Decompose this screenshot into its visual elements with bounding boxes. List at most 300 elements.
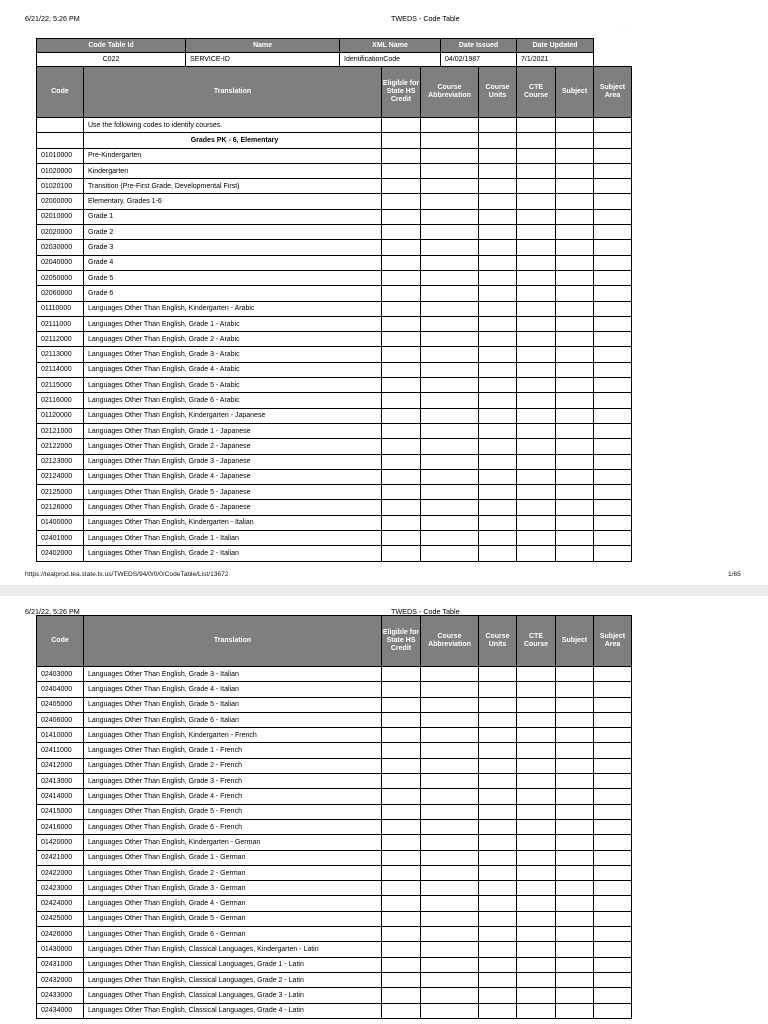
table-row	[37, 819, 632, 834]
empty-cell	[517, 393, 556, 408]
col-course-abbreviation: Course Abbreviation	[421, 616, 479, 667]
empty-cell	[556, 148, 594, 163]
empty-cell	[556, 423, 594, 438]
empty-cell	[421, 789, 479, 804]
row-code: 02402000	[37, 546, 84, 561]
empty-cell	[479, 194, 517, 209]
print-title: TWEDS - Code Table	[391, 14, 460, 23]
empty-cell	[594, 728, 632, 743]
col-course-units: Course Units	[479, 67, 517, 118]
empty-cell	[517, 148, 556, 163]
empty-cell	[421, 927, 479, 942]
row-code: 02122000	[37, 439, 84, 454]
table-row	[37, 774, 632, 789]
empty-cell	[517, 774, 556, 789]
col-subject: Subject	[556, 67, 594, 118]
empty-cell	[556, 789, 594, 804]
empty-cell	[479, 301, 517, 316]
empty-cell	[479, 728, 517, 743]
empty-cell	[382, 347, 421, 362]
empty-cell	[382, 758, 421, 773]
empty-cell	[382, 743, 421, 758]
empty-cell	[517, 743, 556, 758]
empty-cell	[556, 758, 594, 773]
empty-cell	[382, 393, 421, 408]
table-row	[37, 286, 632, 301]
table-row	[37, 531, 632, 546]
empty-cell	[556, 819, 594, 834]
table-row	[37, 408, 632, 423]
row-translation: Languages Other Than English, Grade 5 - Arabic	[84, 378, 382, 393]
empty-cell	[479, 163, 517, 178]
empty-cell	[421, 819, 479, 834]
empty-cell	[421, 240, 479, 255]
empty-cell	[594, 546, 632, 561]
empty-cell	[479, 835, 517, 850]
intro-text: Use the following codes to identify courses.	[84, 118, 382, 133]
empty-cell	[594, 531, 632, 546]
empty-cell	[594, 332, 632, 347]
row-translation: Grade 5	[84, 270, 382, 285]
row-code: 02040000	[37, 255, 84, 270]
print-datetime: 6/21/22, 5:26 PM	[25, 607, 80, 616]
empty-cell	[421, 485, 479, 500]
meta-xml-name: IdentificationCode	[340, 53, 441, 67]
meta-header-row	[37, 39, 632, 53]
empty-cell	[594, 865, 632, 880]
empty-cell	[556, 485, 594, 500]
empty-cell	[479, 515, 517, 530]
empty-cell	[517, 896, 556, 911]
row-translation: Languages Other Than English, Grade 1 - German	[84, 850, 382, 865]
empty-cell	[517, 697, 556, 712]
empty-cell	[594, 225, 632, 240]
empty-cell	[382, 774, 421, 789]
intro-code-cell	[37, 118, 84, 133]
row-translation: Languages Other Than English, Kindergarten - German	[84, 835, 382, 850]
meta-value-row	[37, 53, 632, 67]
col-subject-area: Subject Area	[594, 616, 632, 667]
empty-cell	[421, 118, 479, 133]
empty-cell	[517, 133, 556, 148]
row-translation: Languages Other Than English, Grade 4 - German	[84, 896, 382, 911]
empty-cell	[479, 500, 517, 515]
empty-cell	[382, 515, 421, 530]
empty-cell	[517, 500, 556, 515]
row-code: 02020000	[37, 225, 84, 240]
empty-cell	[479, 865, 517, 880]
empty-cell	[479, 531, 517, 546]
empty-cell	[479, 1003, 517, 1018]
empty-cell	[421, 439, 479, 454]
empty-cell	[517, 942, 556, 957]
empty-cell	[556, 728, 594, 743]
empty-cell	[594, 911, 632, 926]
row-translation: Languages Other Than English, Grade 2 - Arabic	[84, 332, 382, 347]
empty-cell	[479, 972, 517, 987]
empty-cell	[421, 179, 479, 194]
empty-cell	[594, 957, 632, 972]
empty-cell	[382, 667, 421, 682]
empty-cell	[594, 118, 632, 133]
empty-cell	[594, 408, 632, 423]
empty-cell	[382, 819, 421, 834]
empty-cell	[382, 942, 421, 957]
row-code: 02123000	[37, 454, 84, 469]
empty-cell	[594, 515, 632, 530]
empty-cell	[517, 408, 556, 423]
empty-cell	[382, 163, 421, 178]
table-row	[37, 469, 632, 484]
table-row	[37, 209, 632, 224]
empty-cell	[382, 378, 421, 393]
empty-cell	[479, 697, 517, 712]
empty-cell	[556, 393, 594, 408]
row-code: 02116000	[37, 393, 84, 408]
row-translation: Kindergarten	[84, 163, 382, 178]
row-translation: Languages Other Than English, Classical Languages, Grade 1 - Latin	[84, 957, 382, 972]
empty-cell	[556, 957, 594, 972]
empty-cell	[382, 423, 421, 438]
empty-cell	[556, 301, 594, 316]
col-code: Code	[37, 616, 84, 667]
empty-cell	[556, 865, 594, 880]
empty-cell	[421, 347, 479, 362]
table-row	[37, 194, 632, 209]
row-translation: Languages Other Than English, Grade 4 - Arabic	[84, 362, 382, 377]
empty-cell	[421, 957, 479, 972]
print-title: TWEDS - Code Table	[391, 607, 460, 616]
empty-cell	[382, 531, 421, 546]
empty-cell	[556, 804, 594, 819]
empty-cell	[382, 957, 421, 972]
page-number: 1/65	[728, 571, 741, 578]
empty-cell	[517, 163, 556, 178]
col-translation: Translation	[84, 67, 382, 118]
section-code-cell	[37, 133, 84, 148]
empty-cell	[382, 712, 421, 727]
row-translation: Grade 6	[84, 286, 382, 301]
table-row	[37, 240, 632, 255]
empty-cell	[594, 881, 632, 896]
meta-header-xml-name: XML Name	[340, 39, 441, 53]
empty-cell	[382, 988, 421, 1003]
empty-cell	[421, 500, 479, 515]
row-code: 02411000	[37, 743, 84, 758]
empty-cell	[421, 774, 479, 789]
col-course-abbreviation: Course Abbreviation	[421, 67, 479, 118]
empty-cell	[479, 881, 517, 896]
empty-cell	[556, 118, 594, 133]
empty-cell	[421, 546, 479, 561]
row-code: 02126000	[37, 500, 84, 515]
empty-cell	[556, 209, 594, 224]
empty-cell	[556, 972, 594, 987]
empty-cell	[421, 667, 479, 682]
row-translation: Languages Other Than English, Grade 5 - Italian	[84, 697, 382, 712]
empty-cell	[556, 896, 594, 911]
table-row	[37, 515, 632, 530]
empty-cell	[382, 789, 421, 804]
empty-cell	[382, 500, 421, 515]
empty-cell	[382, 225, 421, 240]
empty-cell	[479, 682, 517, 697]
empty-cell	[556, 163, 594, 178]
row-translation: Languages Other Than English, Grade 1 - Italian	[84, 531, 382, 546]
empty-cell	[421, 454, 479, 469]
empty-cell	[382, 408, 421, 423]
empty-cell	[594, 988, 632, 1003]
empty-cell	[556, 546, 594, 561]
empty-cell	[556, 439, 594, 454]
empty-cell	[517, 1003, 556, 1018]
empty-cell	[421, 531, 479, 546]
code-table-page-1	[36, 38, 632, 562]
table-row	[37, 485, 632, 500]
empty-cell	[517, 850, 556, 865]
empty-cell	[594, 423, 632, 438]
empty-cell	[594, 439, 632, 454]
col-cte-course: CTE Course	[517, 67, 556, 118]
table-row	[37, 789, 632, 804]
print-datetime: 6/21/22, 5:26 PM	[25, 14, 80, 23]
row-translation: Languages Other Than English, Grade 3 - Japanese	[84, 454, 382, 469]
row-code: 02050000	[37, 270, 84, 285]
col-translation: Translation	[84, 616, 382, 667]
empty-cell	[517, 316, 556, 331]
empty-cell	[421, 865, 479, 880]
empty-cell	[382, 301, 421, 316]
empty-cell	[479, 485, 517, 500]
row-code: 01400000	[37, 515, 84, 530]
empty-cell	[421, 896, 479, 911]
table-row	[37, 972, 632, 987]
empty-cell	[479, 316, 517, 331]
table-row	[37, 179, 632, 194]
empty-cell	[556, 988, 594, 1003]
empty-cell	[479, 743, 517, 758]
row-code: 02406000	[37, 712, 84, 727]
empty-cell	[479, 804, 517, 819]
empty-cell	[382, 865, 421, 880]
empty-cell	[517, 378, 556, 393]
empty-cell	[382, 835, 421, 850]
row-translation: Languages Other Than English, Grade 6 - Italian	[84, 712, 382, 727]
empty-cell	[594, 972, 632, 987]
empty-cell	[479, 546, 517, 561]
empty-cell	[556, 194, 594, 209]
empty-cell	[382, 881, 421, 896]
empty-cell	[479, 362, 517, 377]
row-code: 02401000	[37, 531, 84, 546]
empty-cell	[517, 194, 556, 209]
meta-code-table-id: C022	[37, 53, 186, 67]
empty-cell	[479, 378, 517, 393]
empty-cell	[382, 209, 421, 224]
row-code: 02113000	[37, 347, 84, 362]
empty-cell	[594, 454, 632, 469]
col-subject-area: Subject Area	[594, 67, 632, 118]
empty-cell	[382, 485, 421, 500]
empty-cell	[421, 362, 479, 377]
empty-cell	[517, 454, 556, 469]
empty-cell	[594, 286, 632, 301]
empty-cell	[421, 804, 479, 819]
row-code: 01430000	[37, 942, 84, 957]
table-row	[37, 347, 632, 362]
row-code: 02415000	[37, 804, 84, 819]
row-translation: Languages Other Than English, Grade 6 - Japanese	[84, 500, 382, 515]
table-row	[37, 865, 632, 880]
empty-cell	[556, 286, 594, 301]
table-row	[37, 255, 632, 270]
empty-cell	[421, 682, 479, 697]
empty-cell	[382, 316, 421, 331]
empty-cell	[421, 423, 479, 438]
empty-cell	[594, 270, 632, 285]
empty-cell	[594, 209, 632, 224]
empty-cell	[517, 988, 556, 1003]
empty-cell	[556, 942, 594, 957]
empty-cell	[479, 896, 517, 911]
empty-cell	[594, 835, 632, 850]
empty-cell	[479, 957, 517, 972]
empty-cell	[382, 179, 421, 194]
col-eligible: Eligible for State HS Credit	[382, 67, 421, 118]
empty-cell	[517, 347, 556, 362]
row-code: 01420000	[37, 835, 84, 850]
empty-cell	[594, 819, 632, 834]
row-translation: Languages Other Than English, Grade 2 - German	[84, 865, 382, 880]
empty-cell	[421, 133, 479, 148]
empty-cell	[556, 270, 594, 285]
row-translation: Grade 4	[84, 255, 382, 270]
row-code: 02112000	[37, 332, 84, 347]
empty-cell	[421, 286, 479, 301]
empty-cell	[479, 850, 517, 865]
row-translation: Languages Other Than English, Classical Languages, Grade 2 - Latin	[84, 972, 382, 987]
col-course-units: Course Units	[479, 616, 517, 667]
empty-cell	[421, 270, 479, 285]
empty-cell	[594, 194, 632, 209]
row-translation: Languages Other Than English, Grade 4 - Japanese	[84, 469, 382, 484]
empty-cell	[421, 209, 479, 224]
empty-cell	[517, 927, 556, 942]
empty-cell	[594, 712, 632, 727]
row-code: 02114000	[37, 362, 84, 377]
empty-cell	[594, 163, 632, 178]
empty-cell	[479, 667, 517, 682]
row-translation: Languages Other Than English, Classical Languages, Grade 4 - Latin	[84, 1003, 382, 1018]
empty-cell	[382, 439, 421, 454]
row-code: 01110000	[37, 301, 84, 316]
empty-cell	[382, 1003, 421, 1018]
row-code: 02030000	[37, 240, 84, 255]
table-row	[37, 378, 632, 393]
empty-cell	[382, 469, 421, 484]
empty-cell	[556, 255, 594, 270]
table-row	[37, 911, 632, 926]
empty-cell	[382, 682, 421, 697]
empty-cell	[594, 255, 632, 270]
empty-cell	[382, 804, 421, 819]
empty-cell	[594, 927, 632, 942]
empty-cell	[594, 697, 632, 712]
empty-cell	[556, 378, 594, 393]
row-code: 02010000	[37, 209, 84, 224]
empty-cell	[556, 881, 594, 896]
row-code: 02405000	[37, 697, 84, 712]
row-code: 02115000	[37, 378, 84, 393]
empty-cell	[421, 835, 479, 850]
row-translation: Languages Other Than English, Grade 1 - Arabic	[84, 316, 382, 331]
table-row	[37, 743, 632, 758]
empty-cell	[479, 408, 517, 423]
empty-cell	[382, 270, 421, 285]
row-code: 02434000	[37, 1003, 84, 1018]
row-translation: Languages Other Than English, Kindergarten - French	[84, 728, 382, 743]
empty-cell	[479, 225, 517, 240]
empty-cell	[421, 469, 479, 484]
empty-cell	[556, 743, 594, 758]
row-translation: Languages Other Than English, Grade 2 - Italian	[84, 546, 382, 561]
row-translation: Languages Other Than English, Grade 4 - French	[84, 789, 382, 804]
empty-cell	[517, 789, 556, 804]
empty-cell	[556, 332, 594, 347]
empty-cell	[517, 911, 556, 926]
row-translation: Grade 3	[84, 240, 382, 255]
column-header-row	[37, 616, 632, 667]
empty-cell	[479, 270, 517, 285]
empty-cell	[594, 682, 632, 697]
empty-cell	[517, 515, 556, 530]
empty-cell	[382, 850, 421, 865]
empty-cell	[479, 255, 517, 270]
empty-cell	[517, 362, 556, 377]
row-translation: Pre-Kindergarten	[84, 148, 382, 163]
meta-header-code-table-id: Code Table Id	[37, 39, 186, 53]
empty-cell	[479, 942, 517, 957]
table-row	[37, 712, 632, 727]
table-row	[37, 667, 632, 682]
table-row	[37, 896, 632, 911]
row-translation: Languages Other Than English, Grade 6 - Arabic	[84, 393, 382, 408]
empty-cell	[556, 133, 594, 148]
column-header-row	[37, 67, 632, 118]
empty-cell	[517, 485, 556, 500]
table-row	[37, 270, 632, 285]
row-translation: Languages Other Than English, Classical Languages, Kindergarten - Latin	[84, 942, 382, 957]
row-code: 02431000	[37, 957, 84, 972]
row-translation: Languages Other Than English, Grade 5 - French	[84, 804, 382, 819]
meta-date-issued: 04/02/1987	[441, 53, 517, 67]
row-code: 01120000	[37, 408, 84, 423]
empty-cell	[517, 835, 556, 850]
empty-cell	[517, 439, 556, 454]
row-translation: Languages Other Than English, Grade 5 - German	[84, 911, 382, 926]
empty-cell	[594, 179, 632, 194]
empty-cell	[421, 942, 479, 957]
empty-cell	[556, 515, 594, 530]
empty-cell	[421, 301, 479, 316]
table-row	[37, 988, 632, 1003]
row-translation: Languages Other Than English, Kindergarten - Italian	[84, 515, 382, 530]
empty-cell	[421, 163, 479, 178]
row-code: 02000000	[37, 194, 84, 209]
empty-cell	[479, 911, 517, 926]
empty-cell	[517, 423, 556, 438]
row-translation: Languages Other Than English, Grade 6 - French	[84, 819, 382, 834]
